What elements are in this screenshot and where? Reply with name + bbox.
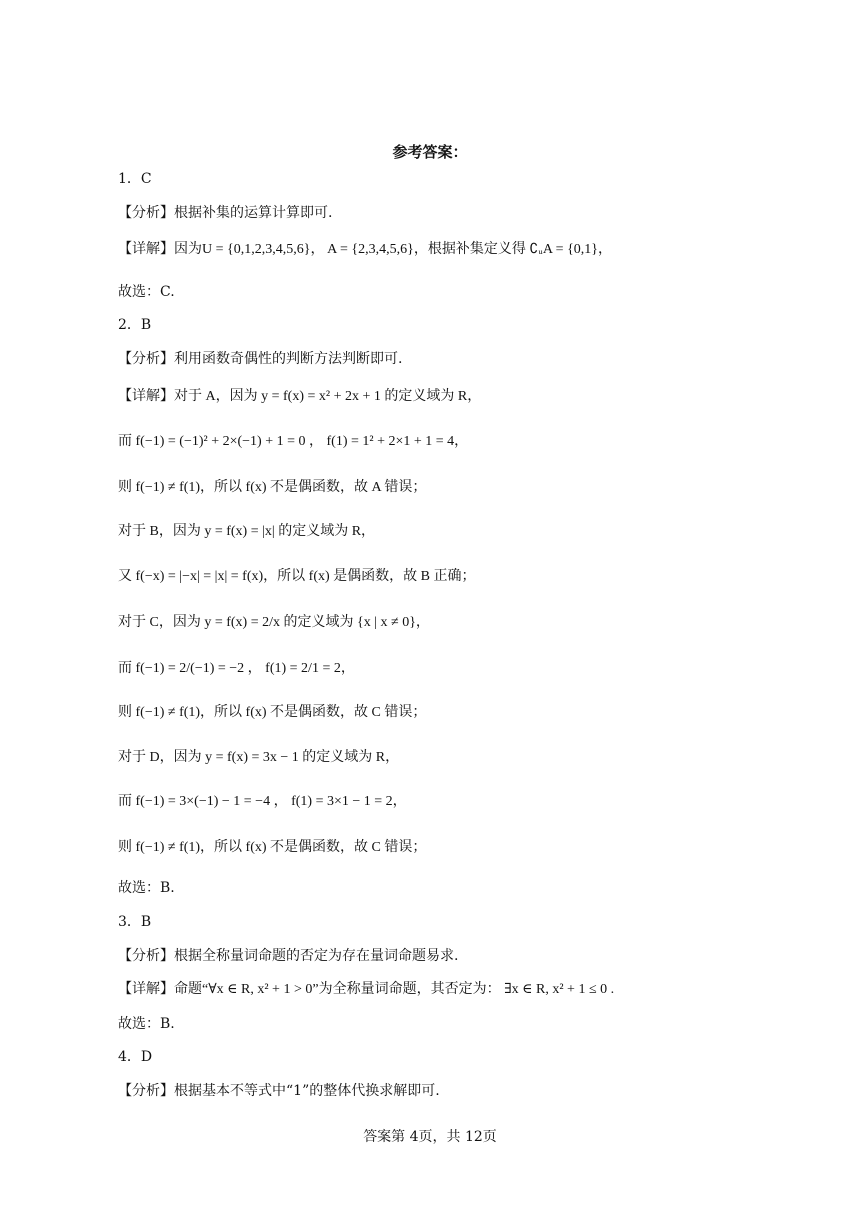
page-title: 参考答案： (392, 143, 468, 161)
detail-1: 【详解】因为U = {0,1,2,3,4,5,6}， A = {2,3,4,5,6}，根据补集定义得 ∁ᵤA = {0,1}， (118, 242, 613, 257)
answer-number-4: 4．D (118, 1049, 153, 1065)
analysis-1: 【分析】根据补集的运算计算即可. (118, 205, 333, 221)
detail-2-b: 对于 B，因为 y = f(x) = |x| 的定义域为 R， (118, 524, 376, 539)
analysis-4: 【分析】根据基本不等式中“1”的整体代换求解即可. (118, 1083, 440, 1099)
detail-2-d-values: 而 f(−1) = 3×(−1) − 1 = −4 ， f(1) = 3×1 − 1 = 2， (118, 794, 407, 809)
answer-number-1: 1．C (118, 171, 152, 187)
answer-number-3: 3．B (118, 914, 152, 930)
analysis-3: 【分析】根据全称量词命题的否定为存在量词命题易求. (118, 948, 459, 964)
answer-number-2: 2．B (118, 317, 152, 333)
page-footer: 答案第 4页，共 12页 (363, 1129, 497, 1145)
detail-2-b-conclusion: 又 f(−x) = |−x| = |x| = f(x)，所以 f(x) 是偶函数，故 B 正确； (118, 569, 476, 584)
detail-2-a-values: 而 f(−1) = (−1)² + 2×(−1) + 1 = 0 ， f(1) = 1² + 2×1 + 1 = 4， (118, 434, 469, 449)
choice-2: 故选：B. (118, 880, 175, 896)
detail-2-d-conclusion: 则 f(−1) ≠ f(1)，所以 f(x) 不是偶函数，故 C 错误； (118, 840, 427, 855)
detail-2-c-values: 而 f(−1) = 2/(−1) = −2 ， f(1) = 2/1 = 2， (118, 661, 355, 676)
detail-3: 【详解】命题“∀x ∈ R, x² + 1 > 0”为全称量词命题，其否定为： ∃x ∈ R, x² + 1 ≤ 0 . (118, 982, 615, 997)
analysis-2: 【分析】利用函数奇偶性的判断方法判断即可. (118, 351, 403, 367)
detail-2-d: 对于 D，因为 y = f(x) = 3x − 1 的定义域为 R， (118, 750, 400, 765)
detail-2-a-conclusion: 则 f(−1) ≠ f(1)，所以 f(x) 不是偶函数，故 A 错误； (118, 480, 427, 495)
detail-2-a: 【详解】对于 A，因为 y = f(x) = x² + 2x + 1 的定义域为 R， (118, 389, 482, 404)
detail-2-c-conclusion: 则 f(−1) ≠ f(1)，所以 f(x) 不是偶函数，故 C 错误； (118, 705, 427, 720)
choice-3: 故选：B. (118, 1016, 175, 1032)
choice-1: 故选：C. (118, 284, 175, 300)
detail-2-c: 对于 C，因为 y = f(x) = 2/x 的定义域为 {x | x ≠ 0}， (118, 615, 430, 630)
